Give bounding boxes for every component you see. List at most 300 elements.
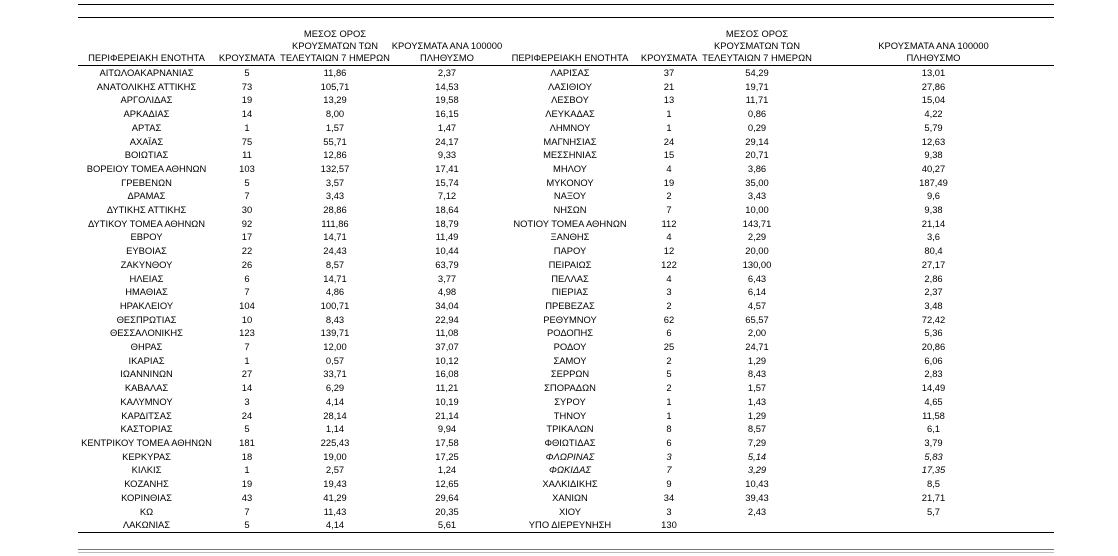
cell-region-2: ΠΡΕΒΕΖΑΣ <box>545 299 595 311</box>
table-row <box>78 162 1054 176</box>
table-header-row <box>78 28 1054 66</box>
cell-avg7: 225,43 <box>320 436 350 448</box>
cell-avg7: 41,29 <box>323 491 347 503</box>
cell-cases-2: 1 <box>666 108 672 120</box>
cell-region-2: ΠΕΙΡΑΙΩΣ <box>548 258 592 270</box>
cell-avg7: 14,71 <box>323 272 347 284</box>
cell-cases-2: 12 <box>663 245 675 257</box>
cell-region-2: ΣΑΜΟΥ <box>553 354 587 366</box>
cell-cases-2: 4 <box>666 162 672 174</box>
cell-per100k-2: 9,38 <box>924 149 943 161</box>
cell-cases-2: 8 <box>666 423 672 435</box>
cell-avg7-2: 39,43 <box>745 491 769 503</box>
cell-cases: 18 <box>241 450 253 462</box>
cell-cases: 6 <box>244 272 250 284</box>
cell-avg7: 1,57 <box>325 121 345 133</box>
cell-region: ΑΙΤΩΛΟΑΚΑΡΝΑΝΙΑΣ <box>99 67 194 78</box>
cell-per100k: 16,15 <box>435 108 459 120</box>
cell-per100k: 11,21 <box>435 382 459 394</box>
cell-avg7: 8,43 <box>325 313 345 325</box>
cell-per100k-2: 80,4 <box>924 245 943 257</box>
cell-region-2: ΡΕΘΥΜΝΟΥ <box>543 313 597 325</box>
cell-cases-2: 3 <box>666 505 672 517</box>
cell-region-2: ΦΘΙΩΤΙΔΑΣ <box>544 436 596 448</box>
cell-per100k-2: 15,04 <box>921 94 946 106</box>
cell-cases-2: 3 <box>666 286 672 298</box>
cell-region: ΚΕΡΚΥΡΑΣ <box>122 450 171 462</box>
cell-cases: 7 <box>244 286 250 298</box>
table-row <box>78 381 1054 395</box>
cell-cases-2: 1 <box>666 395 672 407</box>
cell-cases-2: 7 <box>666 464 672 476</box>
cell-per100k: 7,12 <box>437 190 457 202</box>
cell-region-2: ΜΥΚΟΝΟΥ <box>546 176 594 188</box>
cell-region-2: ΦΩΚΙΔΑΣ <box>549 464 591 476</box>
cell-region: ΒΟΡΕΙΟΥ ΤΟΜΕΑ ΑΘΗΝΩΝ <box>86 162 207 174</box>
cell-cases: 5 <box>215 518 279 532</box>
cell-per100k: 22,94 <box>435 313 459 325</box>
cell-cases: 27 <box>241 368 253 380</box>
cell-cases: 1 <box>244 121 250 133</box>
table-row <box>78 505 1054 519</box>
cell-cases-2: 19 <box>663 176 675 188</box>
cell-avg7-2: 0,29 <box>747 121 767 133</box>
cell-avg7-2: 8,57 <box>747 423 767 435</box>
bottom-rule <box>78 549 1054 550</box>
cell-cases-2: 3 <box>666 450 672 462</box>
cell-cases-2: 21 <box>663 80 675 92</box>
cell-per100k-2: 9,38 <box>924 204 943 216</box>
table-row <box>78 135 1054 149</box>
cell-per100k: 16,08 <box>435 368 459 380</box>
cell-avg7: 3,57 <box>325 176 345 188</box>
cell-cases: 1 <box>244 464 250 476</box>
cell-per100k-2: 17,35 <box>921 464 946 476</box>
cell-cases-2: 5 <box>666 368 672 380</box>
cell-per100k-2: 2,37 <box>924 286 943 298</box>
cell-per100k-2: 6,1 <box>926 423 941 435</box>
cell-avg7: 132,57 <box>320 162 350 174</box>
cell-cases: 30 <box>241 204 253 216</box>
cell-region-2: ΠΑΡΟΥ <box>553 245 587 257</box>
table-row <box>78 80 1054 94</box>
cell-cases: 7 <box>244 505 250 517</box>
table-row <box>78 313 1054 327</box>
cell-per100k-2: 6,06 <box>924 354 943 366</box>
cell-cases: 5 <box>244 67 250 78</box>
col-header-avg7-2: ΜΕΣΟΣ ΟΡΟΣ ΚΡΟΥΣΜΑΤΩΝ ΤΩΝ ΤΕΛΕΥΤΑΙΩΝ 7 ΗΜΕΡΩΝ <box>701 28 813 66</box>
cell-per100k-2: 4,65 <box>924 395 943 407</box>
cell-avg7-2: 24,71 <box>745 341 769 353</box>
cell-avg7: 100,71 <box>320 299 350 311</box>
cell-cases-2: 122 <box>661 258 677 270</box>
table-row <box>78 244 1054 258</box>
table-row <box>78 367 1054 381</box>
cell-cases-2: 34 <box>663 491 675 503</box>
cell-cases: 26 <box>241 258 253 270</box>
cell-region-2: ΧΑΛΚΙΔΙΚΗΣ <box>542 478 598 490</box>
cell-per100k: 18,64 <box>435 204 459 216</box>
cell-region: ΒΟΙΩΤΙΑΣ <box>124 149 169 161</box>
col-header-per100k: ΚΡΟΥΣΜΑΤΑ ΑΝΑ 100000 ΠΛΗΘΥΣΜΟ <box>391 28 503 66</box>
cell-per100k: 18,79 <box>435 217 459 229</box>
cell-cases-2: 13 <box>663 94 675 106</box>
col-header-region-2: ΠΕΡΙΦΕΡΕΙΑΚΗ ΕΝΟΤΗΤΑ <box>503 28 637 66</box>
cell-region-2: ΡΟΔΟΥ <box>553 341 587 353</box>
cell-per100k: 1,24 <box>437 464 457 476</box>
cell-per100k-2: 2,83 <box>924 368 943 380</box>
cell-avg7-2: 6,14 <box>747 286 767 298</box>
cell-region-2: ΛΑΣΙΘΙΟΥ <box>547 80 593 92</box>
cell-per100k-2: 5,36 <box>924 327 943 339</box>
cell-per100k-2: 9,6 <box>926 190 941 202</box>
cell-cases-2: 112 <box>661 217 677 229</box>
cell-per100k: 12,65 <box>435 478 459 490</box>
table-row <box>78 285 1054 299</box>
cell-avg7: 55,71 <box>323 135 347 147</box>
bottom-rule-2 <box>78 552 1054 553</box>
cell-per100k: 17,25 <box>435 450 459 462</box>
cell-cases-2: 7 <box>666 204 672 216</box>
cell-region: ΚΩ <box>139 505 154 517</box>
cell-region: ΚΑΣΤΟΡΙΑΣ <box>120 423 173 435</box>
table-row <box>78 395 1054 409</box>
cell-region-2: ΧΙΟΥ <box>558 505 582 517</box>
cell-per100k-2: 27,86 <box>921 80 946 92</box>
cell-avg7: 4,14 <box>325 395 345 407</box>
cell-cases: 22 <box>241 245 253 257</box>
cell-per100k: 34,04 <box>435 299 459 311</box>
cell-avg7-2: 65,57 <box>745 313 769 325</box>
cell-per100k: 63,79 <box>435 258 459 270</box>
cell-per100k: 5,61 <box>391 518 503 532</box>
cell-cases-2: 62 <box>663 313 675 325</box>
cell-cases: 103 <box>239 162 255 174</box>
col-header-avg7: ΜΕΣΟΣ ΟΡΟΣ ΚΡΟΥΣΜΑΤΩΝ ΤΩΝ ΤΕΛΕΥΤΑΙΩΝ 7 ΗΜΕΡΩΝ <box>279 28 391 66</box>
cell-per100k-2: 5,79 <box>924 121 943 133</box>
cell-region: ΔΥΤΙΚΟΥ ΤΟΜΕΑ ΑΘΗΝΩΝ <box>87 217 206 229</box>
cell-cases: 104 <box>239 299 255 311</box>
regional-cases-table <box>78 28 1054 533</box>
cell-region: ΑΡΚΑΔΙΑΣ <box>123 108 170 120</box>
cell-region-2: ΜΗΛΟΥ <box>553 162 587 174</box>
cell-per100k-2: 5,7 <box>926 505 941 517</box>
cell-avg7-2: 130,00 <box>742 258 772 270</box>
cell-avg7: 24,43 <box>323 245 347 257</box>
cell-per100k: 24,17 <box>435 135 459 147</box>
table-row <box>78 93 1054 107</box>
cell-region: ΑΡΓΟΛΙΔΑΣ <box>120 94 173 106</box>
cell-cases-2: 2 <box>666 354 672 366</box>
cell-avg7-2: 20,71 <box>745 149 769 161</box>
cell-avg7: 19,00 <box>323 450 347 462</box>
cell-region-2: ΜΕΣΣΗΝΙΑΣ <box>543 149 597 161</box>
cell-avg7: 14,71 <box>323 231 347 243</box>
cell-cases: 5 <box>244 176 250 188</box>
cell-avg7: 3,43 <box>325 190 345 202</box>
cell-per100k: 29,64 <box>435 491 459 503</box>
cell-per100k-2: 5,83 <box>924 450 943 462</box>
cell-avg7: 11,86 <box>323 67 347 78</box>
cell-cases-2: 15 <box>663 149 675 161</box>
cell-avg7-2: 10,43 <box>745 478 769 490</box>
cell-per100k-2: 13,01 <box>921 67 946 78</box>
cell-region: ΘΕΣΣΑΛΟΝΙΚΗΣ <box>110 327 183 339</box>
cell-per100k-2: 21,14 <box>921 217 946 229</box>
cell-cases: 123 <box>239 327 255 339</box>
cell-avg7: 105,71 <box>320 80 350 92</box>
cell-avg7: 111,86 <box>321 217 349 229</box>
cell-region-2: ΣΕΡΡΩΝ <box>550 368 590 380</box>
cell-region-2: ΝΗΣΩΝ <box>553 204 587 216</box>
cell-cases: 7 <box>244 341 250 353</box>
cell-region: ΔΡΑΜΑΣ <box>127 190 166 202</box>
cell-per100k: 10,19 <box>435 395 459 407</box>
cell-avg7-2: 20,00 <box>745 245 769 257</box>
cell-avg7-2: 1,29 <box>747 354 767 366</box>
cell-avg7-2: 35,00 <box>745 176 769 188</box>
cell-avg7: 1,14 <box>325 423 345 435</box>
cell-cases-2: 1 <box>666 121 672 133</box>
cell-region: ΚΑΡΔΙΤΣΑΣ <box>121 409 172 421</box>
cell-region-2: ΛΑΡΙΣΑΣ <box>550 67 590 78</box>
cell-per100k-2: 4,22 <box>924 108 943 120</box>
cell-region-2: ΛΕΥΚΑΔΑΣ <box>545 108 595 120</box>
cell-per100k: 4,98 <box>437 286 457 298</box>
table-row <box>78 326 1054 340</box>
cell-per100k: 20,35 <box>435 505 459 517</box>
cell-avg7-2: 3,29 <box>747 464 767 476</box>
cell-cases: 11 <box>242 149 252 161</box>
cell-region-2: ΛΗΜΝΟΥ <box>549 121 591 133</box>
table-row <box>78 189 1054 203</box>
cell-avg7: 12,00 <box>323 341 347 353</box>
table-row <box>78 450 1054 464</box>
cell-region-2: ΝΟΤΙΟΥ ΤΟΜΕΑ ΑΘΗΝΩΝ <box>513 217 627 229</box>
cell-cases: 19 <box>241 478 253 490</box>
cell-per100k-2: 21,71 <box>921 491 946 503</box>
cell-region: ΓΡΕΒΕΝΩΝ <box>121 176 172 188</box>
cell-region: ΛΑΚΩΝΙΑΣ <box>78 518 215 532</box>
cell-cases-2: 1 <box>666 409 672 421</box>
cell-region-2: ΛΕΣΒΟΥ <box>551 94 589 106</box>
cell-region: ΕΒΡΟΥ <box>130 231 163 243</box>
cell-per100k: 15,74 <box>435 176 459 188</box>
cell-avg7-2: 10,00 <box>745 204 769 216</box>
cell-region-2: ΝΑΞΟΥ <box>553 190 587 202</box>
table-row <box>78 463 1054 477</box>
cell-per100k-2: 14,49 <box>921 382 946 394</box>
cell-avg7-2: 54,29 <box>745 67 769 78</box>
top-rule <box>78 4 1054 5</box>
cell-cases: 3 <box>244 395 250 407</box>
cell-per100k-2: 27,17 <box>921 258 946 270</box>
cell-region: ΘΗΡΑΣ <box>130 341 163 353</box>
cell-region: ΑΧΑΪΑΣ <box>129 135 164 147</box>
cell-per100k: 19,58 <box>435 94 459 106</box>
cell-per100k-2 <box>813 518 1054 532</box>
table-row <box>78 148 1054 162</box>
cell-avg7-2: 8,43 <box>747 368 767 380</box>
cell-cases: 14 <box>241 382 253 394</box>
cell-per100k: 2,37 <box>437 67 457 78</box>
table-row <box>78 230 1054 244</box>
col-header-cases: ΚΡΟΥΣΜΑΤΑ <box>215 28 279 66</box>
cell-avg7-2: 11,71 <box>745 94 769 106</box>
cell-region: ΑΡΤΑΣ <box>131 121 162 133</box>
cell-avg7-2: 1,57 <box>747 382 767 394</box>
cell-per100k-2: 3,48 <box>924 299 943 311</box>
cell-per100k-2: 11,58 <box>922 409 945 421</box>
cell-per100k-2: 40,27 <box>921 162 946 174</box>
cell-avg7: 8,57 <box>325 258 345 270</box>
cell-per100k: 10,44 <box>435 245 459 257</box>
cell-avg7-2: 2,00 <box>747 327 767 339</box>
cell-avg7-2: 3,43 <box>747 190 767 202</box>
col-header-region: ΠΕΡΙΦΕΡΕΙΑΚΗ ΕΝΟΤΗΤΑ <box>78 28 215 66</box>
cell-avg7-2: 7,29 <box>747 436 767 448</box>
cell-region-2: ΦΛΩΡΙΝΑΣ <box>545 450 595 462</box>
cell-cases-2: 4 <box>666 231 672 243</box>
cell-cases: 1 <box>244 354 250 366</box>
table-row <box>78 258 1054 272</box>
cell-region: ΙΚΑΡΙΑΣ <box>128 354 165 366</box>
cell-avg7: 4,86 <box>325 286 345 298</box>
table-row <box>78 203 1054 217</box>
cell-region: ΗΡΑΚΛΕΙΟΥ <box>119 299 174 311</box>
cell-region-2: ΜΑΓΝΗΣΙΑΣ <box>543 135 597 147</box>
cell-per100k-2: 72,42 <box>921 313 946 325</box>
cell-region-2: ΣΥΡΟΥ <box>554 395 586 407</box>
cell-region: ΕΥΒΟΙΑΣ <box>126 245 167 257</box>
cell-avg7: 28,86 <box>323 204 347 216</box>
col-header-per100k-2: ΚΡΟΥΣΜΑΤΑ ΑΝΑ 100000 ΠΛΗΘΥΣΜΟ <box>813 28 1054 66</box>
cell-cases: 7 <box>244 190 250 202</box>
cell-cases: 5 <box>244 423 250 435</box>
cell-avg7: 19,43 <box>323 478 347 490</box>
table-row <box>78 409 1054 423</box>
table-row <box>78 121 1054 135</box>
cell-avg7-2: 6,43 <box>747 272 767 284</box>
table-row <box>78 272 1054 286</box>
cell-cases: 17 <box>241 231 253 243</box>
cell-avg7-2: 19,71 <box>745 80 769 92</box>
cell-cases: 181 <box>239 436 255 448</box>
cell-cases: 19 <box>241 94 253 106</box>
table-row <box>78 340 1054 354</box>
cell-region-2: ΤΡΙΚΑΛΩΝ <box>546 423 594 435</box>
cell-avg7: 33,71 <box>323 368 347 380</box>
cell-per100k: 37,07 <box>435 341 459 353</box>
cell-cases: 14 <box>241 108 253 120</box>
cell-avg7-2 <box>701 518 813 532</box>
table-row <box>78 518 1054 532</box>
cell-region-2: ΡΟΔΟΠΗΣ <box>546 327 594 339</box>
cell-per100k-2: 3,79 <box>924 436 943 448</box>
cell-region: ΚΙΛΚΙΣ <box>131 464 162 476</box>
cell-avg7-2: 1,29 <box>747 409 767 421</box>
cell-per100k: 9,94 <box>437 423 457 435</box>
cell-region: ΖΑΚΥΝΘΟΥ <box>120 258 173 270</box>
cell-per100k: 1,47 <box>437 121 457 133</box>
cell-cases-2: 6 <box>666 436 672 448</box>
cell-avg7: 13,29 <box>323 94 347 106</box>
cell-per100k: 11,49 <box>435 231 459 243</box>
cell-per100k: 10,12 <box>435 354 459 366</box>
cell-per100k-2: 20,86 <box>921 341 946 353</box>
cell-region: ΗΛΕΙΑΣ <box>129 272 164 284</box>
table-row <box>78 477 1054 491</box>
cell-avg7: 12,86 <box>323 149 347 161</box>
cell-per100k-2: 8,5 <box>926 478 941 490</box>
cell-per100k-2: 12,63 <box>921 135 946 147</box>
table-row <box>78 491 1054 505</box>
cell-cases: 10 <box>241 313 253 325</box>
cell-cases-2: 4 <box>666 272 672 284</box>
cell-cases: 43 <box>241 491 253 503</box>
cell-avg7-2: 2,29 <box>747 231 767 243</box>
cell-region-2: ΠΙΕΡΙΑΣ <box>551 286 589 298</box>
cell-cases-2: 2 <box>666 382 672 394</box>
cell-region-2: ΣΠΟΡΑΔΩΝ <box>544 382 596 394</box>
cell-region: ΚΑΒΑΛΑΣ <box>124 382 169 394</box>
cell-avg7-2: 0,86 <box>747 108 767 120</box>
cell-cases: 73 <box>241 80 253 92</box>
cell-per100k: 11,08 <box>435 327 459 339</box>
cell-region: ΘΕΣΠΡΩΤΙΑΣ <box>116 313 177 325</box>
cell-per100k: 3,77 <box>437 272 457 284</box>
cell-per100k: 21,14 <box>435 409 459 421</box>
cell-region: ΚΟΡΙΝΘΙΑΣ <box>121 491 172 503</box>
cell-region: ΚΟΖΑΝΗΣ <box>124 478 169 490</box>
cell-cases: 24 <box>241 409 253 421</box>
cell-avg7: 11,43 <box>323 505 347 517</box>
cell-region-2: ΥΠΟ ΔΙΕΡΕΥΝΗΣΗ <box>503 518 637 532</box>
cell-cases-2: 6 <box>666 327 672 339</box>
cell-avg7-2: 1,43 <box>747 395 767 407</box>
col-header-cases-2: ΚΡΟΥΣΜΑΤΑ <box>637 28 701 66</box>
cell-cases: 92 <box>241 217 253 229</box>
cell-cases-2: 24 <box>663 135 675 147</box>
cell-cases-2: 2 <box>666 190 672 202</box>
table-row <box>78 354 1054 368</box>
cell-avg7: 4,14 <box>279 518 391 532</box>
cell-cases-2: 130 <box>637 518 701 532</box>
cell-cases: 75 <box>241 135 253 147</box>
cell-per100k-2: 187,49 <box>919 176 948 188</box>
cell-per100k-2: 3,6 <box>926 231 941 243</box>
cell-avg7: 8,00 <box>325 108 345 120</box>
cell-avg7-2: 4,57 <box>747 299 767 311</box>
cell-per100k: 14,53 <box>435 80 459 92</box>
cell-cases-2: 25 <box>663 341 675 353</box>
table-row <box>78 436 1054 450</box>
cell-region: ΗΜΑΘΙΑΣ <box>125 286 168 298</box>
cell-per100k: 17,41 <box>435 162 459 174</box>
table-row <box>78 299 1054 313</box>
table-row <box>78 107 1054 121</box>
header-rule <box>78 17 1054 18</box>
cell-avg7-2: 3,86 <box>747 162 767 174</box>
cell-region: ΑΝΑΤΟΛΙΚΗΣ ΑΤΤΙΚΗΣ <box>96 80 197 92</box>
cell-avg7: 139,71 <box>320 327 350 339</box>
cell-avg7-2: 143,71 <box>742 217 772 229</box>
cell-region-2: ΞΑΝΘΗΣ <box>550 231 590 243</box>
cell-avg7: 28,14 <box>323 409 347 421</box>
cell-region: ΔΥΤΙΚΗΣ ΑΤΤΙΚΗΣ <box>106 204 187 216</box>
table-row <box>78 66 1054 80</box>
cell-avg7-2: 29,14 <box>745 135 769 147</box>
